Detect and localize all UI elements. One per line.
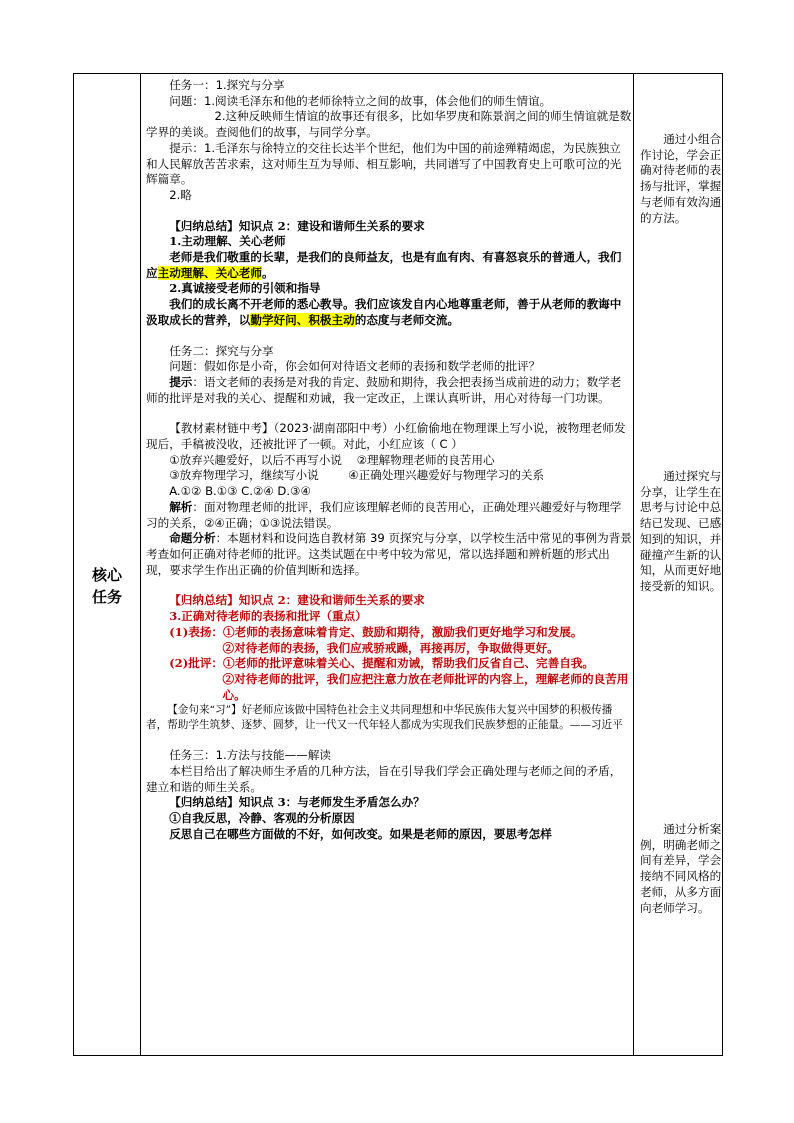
exam-option-2: ②理解物理老师的良苦用心 — [356, 452, 495, 467]
exam-option-1: ①放弃兴趣爱好，以后不再写小说 — [169, 452, 342, 467]
summary2-praise-2: ②对待老师的表扬，我们应戒骄戒躁，再接再厉，争取做得更好。 — [222, 640, 559, 655]
summary3-method1-text: 反思自己在哪些方面做的不好，如何改变。如果是老师的原因，要思考怎样 — [169, 826, 552, 841]
column-divider-1 — [140, 74, 141, 1055]
summary3-method1: ①自我反思，冷静、客观的分析原因 — [169, 811, 355, 826]
summary2-point3-title: 3.正确对待老师的表扬和批评（重点） — [169, 609, 367, 624]
exam-design-body: ：本题材料和设问选自教材第 39 页探究与分享，以学校生活中常见的事例为背景考查如何正确对待老师的批评。这类试题在中考中较为常见，常以选择题和辨析题的形式出现，要求学生作出正确的价值判断和选择。 — [146, 531, 632, 577]
exam-design-analysis — [146, 531, 632, 578]
summary1-point1-text — [146, 250, 632, 281]
task3-title: 任务三：1.方法与技能——解读 — [169, 748, 331, 763]
design-intent-2 — [640, 469, 722, 595]
exam-question: 【教材素材链中考】（2023·湖南邵阳中考）小红偷偷地在物理课上写小说，被物理老师发现后，手稿被没收，还被批评了一顿。对此，小红应该（ C ） — [146, 421, 626, 452]
task1-title: 任务一：1.探究与分享 — [169, 78, 285, 92]
task2-tip — [146, 375, 632, 406]
task2-tip-body: ：语文老师的表扬是对我的肯定、鼓励和期待，我会把表扬当成前进的动力；数学老师的批评是对我的关心、提醒和劝诫，我一定改正，上课认真听讲，用心对待每一门功课。 — [146, 374, 622, 405]
summary1-point1-end: 。 — [261, 265, 274, 280]
exam-analysis-label: 解析 — [169, 499, 193, 514]
summary2-criticism-1: (2)批评：①老师的批评意味着关心、提醒和劝诫，帮助我们反省自己、完善自我。 — [169, 656, 595, 671]
task2-tip-label: 提示 — [169, 374, 193, 389]
exam-design-label: 命题分析 — [169, 531, 216, 546]
row-label — [74, 564, 140, 608]
summary1-point1-title: 1.主动理解、关心老师 — [169, 234, 286, 249]
summary2-heading: 【归纳总结】知识点 2：建设和谐师生关系的要求 — [169, 593, 425, 608]
exam-analysis-body: ：面对物理老师的批评，我们应该理解老师的良苦用心，正确处理兴趣爱好与物理学习的关系，②④正确；①③说法错误。 — [146, 499, 622, 530]
summary1-heading: 【归纳总结】知识点 2：建设和谐师生关系的要求 — [169, 218, 425, 233]
exam-choices: A.①② B.①③ C.②④ D.③④ — [169, 484, 311, 499]
summary2-criticism-2: ②对待老师的批评，我们应把注意力放在老师批评的内容上，理解老师的良苦用心。 — [222, 671, 629, 702]
summary1-point2-text — [146, 297, 632, 328]
design-intent-3-text: 通过分析案例，明确老师之间有差异，学会接纳不同风格的老师，从多方面向老师学习。 — [640, 822, 722, 915]
summary3-heading: 【归纳总结】知识点 3：与老师发生矛盾怎么办？ — [169, 795, 425, 810]
row-label-line2: 任务 — [91, 588, 122, 606]
task2-question: 问题：假如你是小奇，你会如何对待语文老师的表扬和数学老师的批评？ — [169, 359, 541, 374]
summary1-point2-title: 2.真诚接受老师的引领和指导 — [169, 281, 321, 296]
exam-analysis — [146, 500, 632, 531]
summary1-point2-end: 的态度与老师交流。 — [354, 312, 460, 327]
summary1-point1-highlight: 主动理解、关心老师 — [157, 265, 262, 280]
task3-text: 本栏目给出了解决师生矛盾的几种方法，旨在引导我们学会正确处理与老师之间的矛盾，建立和谐的师生关系。 — [146, 764, 622, 794]
summary1-point1-body: 老师是我们敬重的长辈，是我们的良师益友，也是有血有肉、有喜怒哀乐的普通人，我们应 — [146, 250, 622, 280]
row-label-line1: 核心 — [91, 566, 122, 584]
exam-option-3: ③放弃物理学习，继续写小说 — [169, 468, 319, 483]
summary1-point2-highlight: 勤学好问、积极主动 — [250, 312, 355, 327]
quote-xi: 【金句来“习”】好老师应该做中国特色社会主义共同理想和中华民族伟大复兴中国梦的积极传播者，帮助学生筑梦、逐梦、圆梦，让一代又一代年轻人都成为实现我们民族梦想的正能量。——习近平 — [146, 704, 623, 732]
exam-options-row1 — [146, 453, 632, 469]
design-intent-2-text: 通过探究与分享，让学生在思考与讨论中总结已发现、已感知到的知识，并碰撞产生新的认知，从而更好地接受新的知识。 — [640, 469, 722, 593]
task2-title: 任务二：探究与分享 — [169, 343, 274, 358]
exam-options-row2 — [146, 468, 632, 484]
lesson-table — [73, 73, 723, 1056]
column-divider-2 — [633, 74, 634, 1055]
summary1-point2-body: 我们的成长离不开老师的悉心教导。我们应该发自内心地尊重老师，善于从老师的教诲中汲取成长的营养，以 — [146, 297, 622, 327]
design-intent-1 — [640, 132, 722, 226]
design-intent-3 — [640, 822, 722, 916]
summary2-praise-1: (1)表扬：①老师的表扬意味着肯定、鼓励和期待，激励我们更好地学习和发展。 — [169, 624, 583, 639]
task1-question-2: 2.这种反映师生情谊的故事还有很多，比如华罗庚和陈景润之间的师生情谊就是数学界的美谈。查阅他们的故事，与同学分享。 — [146, 109, 632, 140]
exam-option-4: ④正确处理兴趣爱好与物理学习的关系 — [348, 468, 545, 483]
task1-tip: 提示：1.毛泽东与徐特立的交往长达半个世纪，他们为中国的前途殚精竭虑，为民族独立和人民解放苦苦求索，这对师生互为导师、相互影响，共同谱写了中国教育史上可歌可泣的光辉篇章。 — [146, 140, 622, 187]
design-intent-1-text: 通过小组合作讨论，学会正确对待老师的表扬与批评，掌握与老师有效沟通的方法。 — [640, 132, 722, 225]
task1-question-1: 问题：1.阅读毛泽东和他的老师徐特立之间的故事，体会他们的师生情谊。 — [169, 93, 552, 108]
task1-tip-2: 2.略 — [169, 187, 192, 202]
task-content — [146, 78, 632, 843]
